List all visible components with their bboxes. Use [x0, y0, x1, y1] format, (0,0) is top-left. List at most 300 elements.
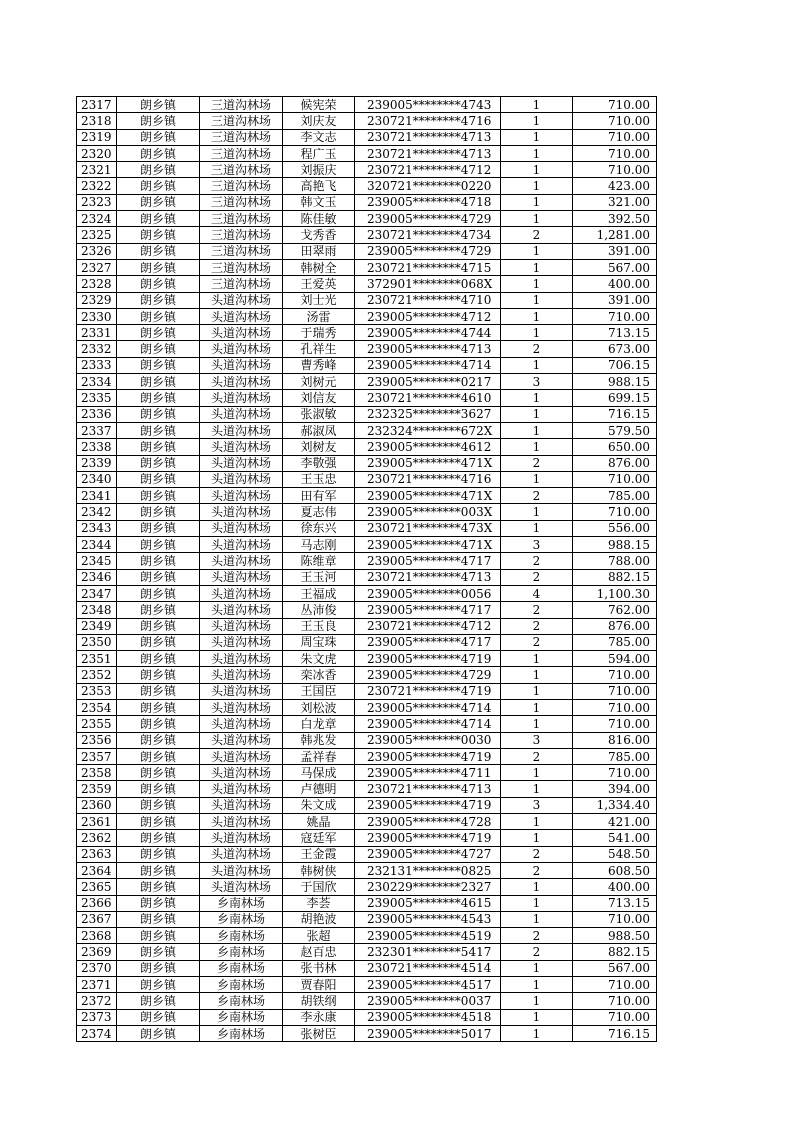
- table-row: [77, 374, 657, 390]
- town-cell: 朗乡镇: [117, 243, 200, 259]
- table-row: [77, 977, 657, 993]
- row-number: 2337: [77, 422, 117, 438]
- name-cell: 于瑞秀: [283, 325, 355, 341]
- table-row: [77, 341, 657, 357]
- town-cell: 朗乡镇: [117, 178, 200, 194]
- amount-cell: 1,334.40: [573, 797, 657, 813]
- row-number: 2362: [77, 830, 117, 846]
- id-number-cell: 239005********471X: [355, 537, 501, 553]
- id-number-cell: 239005********4729: [355, 211, 501, 227]
- amount-cell: 594.00: [573, 651, 657, 667]
- farm-cell: 三道沟林场: [200, 113, 283, 129]
- row-number: 2353: [77, 683, 117, 699]
- farm-cell: 乡南林场: [200, 1009, 283, 1025]
- town-cell: 朗乡镇: [117, 960, 200, 976]
- count-cell: 1: [501, 830, 573, 846]
- table-row: [77, 797, 657, 813]
- id-number-cell: 232131********0825: [355, 862, 501, 878]
- table-row: [77, 276, 657, 292]
- amount-cell: 713.15: [573, 325, 657, 341]
- count-cell: 2: [501, 227, 573, 243]
- farm-cell: 头道沟林场: [200, 814, 283, 830]
- count-cell: 1: [501, 911, 573, 927]
- farm-cell: 头道沟林场: [200, 879, 283, 895]
- name-cell: 朱文成: [283, 797, 355, 813]
- count-cell: 1: [501, 879, 573, 895]
- table-row: [77, 618, 657, 634]
- count-cell: 1: [501, 1009, 573, 1025]
- table-row: [77, 1009, 657, 1025]
- amount-cell: 556.00: [573, 520, 657, 536]
- town-cell: 朗乡镇: [117, 569, 200, 585]
- amount-cell: 548.50: [573, 846, 657, 862]
- amount-cell: 882.15: [573, 569, 657, 585]
- town-cell: 朗乡镇: [117, 732, 200, 748]
- farm-cell: 三道沟林场: [200, 145, 283, 161]
- farm-cell: 头道沟林场: [200, 308, 283, 324]
- table-row: [77, 651, 657, 667]
- amount-cell: 673.00: [573, 341, 657, 357]
- row-number: 2326: [77, 243, 117, 259]
- amount-cell: 421.00: [573, 814, 657, 830]
- town-cell: 朗乡镇: [117, 748, 200, 764]
- row-number: 2366: [77, 895, 117, 911]
- name-cell: 韩文玉: [283, 194, 355, 210]
- count-cell: 3: [501, 797, 573, 813]
- table-row: [77, 553, 657, 569]
- town-cell: 朗乡镇: [117, 765, 200, 781]
- town-cell: 朗乡镇: [117, 520, 200, 536]
- table-row: [77, 814, 657, 830]
- town-cell: 朗乡镇: [117, 585, 200, 601]
- table-row: [77, 113, 657, 129]
- id-number-cell: 230721********4514: [355, 960, 501, 976]
- town-cell: 朗乡镇: [117, 651, 200, 667]
- table-row: [77, 602, 657, 618]
- farm-cell: 头道沟林场: [200, 292, 283, 308]
- amount-cell: 1,281.00: [573, 227, 657, 243]
- table-row: [77, 716, 657, 732]
- amount-cell: 716.15: [573, 1025, 657, 1041]
- table-row: [77, 308, 657, 324]
- farm-cell: 头道沟林场: [200, 634, 283, 650]
- name-cell: 李荟: [283, 895, 355, 911]
- town-cell: 朗乡镇: [117, 602, 200, 618]
- row-number: 2355: [77, 716, 117, 732]
- farm-cell: 乡南林场: [200, 960, 283, 976]
- count-cell: 3: [501, 732, 573, 748]
- name-cell: 候宪荣: [283, 97, 355, 113]
- farm-cell: 头道沟林场: [200, 862, 283, 878]
- id-number-cell: 239005********471X: [355, 488, 501, 504]
- farm-cell: 头道沟林场: [200, 439, 283, 455]
- row-number: 2357: [77, 748, 117, 764]
- farm-cell: 头道沟林场: [200, 553, 283, 569]
- row-number: 2322: [77, 178, 117, 194]
- town-cell: 朗乡镇: [117, 227, 200, 243]
- name-cell: 刘振庆: [283, 162, 355, 178]
- amount-cell: 710.00: [573, 308, 657, 324]
- town-cell: 朗乡镇: [117, 488, 200, 504]
- count-cell: 1: [501, 716, 573, 732]
- name-cell: 韩兆发: [283, 732, 355, 748]
- name-cell: 张淑敏: [283, 406, 355, 422]
- town-cell: 朗乡镇: [117, 1025, 200, 1041]
- table-row: [77, 699, 657, 715]
- id-number-cell: 239005********5017: [355, 1025, 501, 1041]
- count-cell: 2: [501, 618, 573, 634]
- name-cell: 郝淑凤: [283, 422, 355, 438]
- count-cell: 1: [501, 781, 573, 797]
- amount-cell: 567.00: [573, 259, 657, 275]
- amount-cell: 988.15: [573, 537, 657, 553]
- row-number: 2358: [77, 765, 117, 781]
- row-number: 2360: [77, 797, 117, 813]
- name-cell: 王爱英: [283, 276, 355, 292]
- amount-cell: 710.00: [573, 145, 657, 161]
- row-number: 2338: [77, 439, 117, 455]
- id-number-cell: 239005********4717: [355, 634, 501, 650]
- name-cell: 高艳飞: [283, 178, 355, 194]
- id-number-cell: 239005********4744: [355, 325, 501, 341]
- row-number: 2351: [77, 651, 117, 667]
- farm-cell: 头道沟林场: [200, 520, 283, 536]
- table-row: [77, 748, 657, 764]
- town-cell: 朗乡镇: [117, 325, 200, 341]
- farm-cell: 乡南林场: [200, 944, 283, 960]
- town-cell: 朗乡镇: [117, 667, 200, 683]
- table-row: [77, 879, 657, 895]
- row-number: 2330: [77, 308, 117, 324]
- amount-cell: 541.00: [573, 830, 657, 846]
- id-number-cell: 239005********4712: [355, 308, 501, 324]
- count-cell: 1: [501, 308, 573, 324]
- amount-cell: 699.15: [573, 390, 657, 406]
- name-cell: 胡铁纲: [283, 993, 355, 1009]
- id-number-cell: 230721********4716: [355, 471, 501, 487]
- farm-cell: 头道沟林场: [200, 618, 283, 634]
- town-cell: 朗乡镇: [117, 129, 200, 145]
- amount-cell: 650.00: [573, 439, 657, 455]
- count-cell: 1: [501, 259, 573, 275]
- town-cell: 朗乡镇: [117, 439, 200, 455]
- row-number: 2361: [77, 814, 117, 830]
- id-number-cell: 239005********4519: [355, 928, 501, 944]
- table-row: [77, 259, 657, 275]
- count-cell: 2: [501, 553, 573, 569]
- row-number: 2343: [77, 520, 117, 536]
- row-number: 2372: [77, 993, 117, 1009]
- name-cell: 胡艳波: [283, 911, 355, 927]
- count-cell: 1: [501, 162, 573, 178]
- farm-cell: 头道沟林场: [200, 732, 283, 748]
- farm-cell: 头道沟林场: [200, 374, 283, 390]
- count-cell: 1: [501, 276, 573, 292]
- id-number-cell: 230721********4713: [355, 569, 501, 585]
- table-row: [77, 520, 657, 536]
- amount-cell: 706.15: [573, 357, 657, 373]
- table-row: [77, 422, 657, 438]
- name-cell: 赵百忠: [283, 944, 355, 960]
- town-cell: 朗乡镇: [117, 537, 200, 553]
- row-number: 2324: [77, 211, 117, 227]
- amount-cell: 988.50: [573, 928, 657, 944]
- town-cell: 朗乡镇: [117, 162, 200, 178]
- id-number-cell: 239005********4714: [355, 699, 501, 715]
- table-row: [77, 1025, 657, 1041]
- town-cell: 朗乡镇: [117, 781, 200, 797]
- amount-cell: 394.00: [573, 781, 657, 797]
- name-cell: 田翠雨: [283, 243, 355, 259]
- name-cell: 韩树侠: [283, 862, 355, 878]
- farm-cell: 头道沟林场: [200, 830, 283, 846]
- id-number-cell: 239005********0056: [355, 585, 501, 601]
- count-cell: 1: [501, 145, 573, 161]
- town-cell: 朗乡镇: [117, 292, 200, 308]
- id-number-cell: 239005********4727: [355, 846, 501, 862]
- farm-cell: 头道沟林场: [200, 455, 283, 471]
- amount-cell: 608.50: [573, 862, 657, 878]
- amount-cell: 710.00: [573, 504, 657, 520]
- id-number-cell: 239005********4719: [355, 797, 501, 813]
- name-cell: 于国欣: [283, 879, 355, 895]
- name-cell: 陈佳敏: [283, 211, 355, 227]
- name-cell: 马志刚: [283, 537, 355, 553]
- amount-cell: 400.00: [573, 879, 657, 895]
- farm-cell: 头道沟林场: [200, 699, 283, 715]
- name-cell: 王福成: [283, 585, 355, 601]
- count-cell: 2: [501, 862, 573, 878]
- farm-cell: 头道沟林场: [200, 504, 283, 520]
- name-cell: 刘庆友: [283, 113, 355, 129]
- town-cell: 朗乡镇: [117, 895, 200, 911]
- farm-cell: 头道沟林场: [200, 569, 283, 585]
- id-number-cell: 230229********2327: [355, 879, 501, 895]
- farm-cell: 头道沟林场: [200, 716, 283, 732]
- name-cell: 栾冰香: [283, 667, 355, 683]
- name-cell: 刘树元: [283, 374, 355, 390]
- amount-cell: 988.15: [573, 374, 657, 390]
- row-number: 2323: [77, 194, 117, 210]
- amount-cell: 710.00: [573, 162, 657, 178]
- row-number: 2369: [77, 944, 117, 960]
- amount-cell: 762.00: [573, 602, 657, 618]
- count-cell: 1: [501, 178, 573, 194]
- row-number: 2317: [77, 97, 117, 113]
- count-cell: 1: [501, 439, 573, 455]
- farm-cell: 头道沟林场: [200, 341, 283, 357]
- id-number-cell: 239005********4728: [355, 814, 501, 830]
- name-cell: 李文志: [283, 129, 355, 145]
- id-number-cell: 320721********0220: [355, 178, 501, 194]
- row-number: 2318: [77, 113, 117, 129]
- town-cell: 朗乡镇: [117, 145, 200, 161]
- town-cell: 朗乡镇: [117, 259, 200, 275]
- row-number: 2339: [77, 455, 117, 471]
- town-cell: 朗乡镇: [117, 699, 200, 715]
- count-cell: 2: [501, 455, 573, 471]
- table-row: [77, 227, 657, 243]
- name-cell: 王玉河: [283, 569, 355, 585]
- table-row: [77, 292, 657, 308]
- amount-cell: 567.00: [573, 960, 657, 976]
- row-number: 2340: [77, 471, 117, 487]
- amount-cell: 392.50: [573, 211, 657, 227]
- town-cell: 朗乡镇: [117, 993, 200, 1009]
- town-cell: 朗乡镇: [117, 830, 200, 846]
- roster-table: [76, 96, 657, 1042]
- town-cell: 朗乡镇: [117, 944, 200, 960]
- town-cell: 朗乡镇: [117, 406, 200, 422]
- name-cell: 寇廷军: [283, 830, 355, 846]
- count-cell: 1: [501, 814, 573, 830]
- count-cell: 1: [501, 243, 573, 259]
- farm-cell: 三道沟林场: [200, 211, 283, 227]
- town-cell: 朗乡镇: [117, 308, 200, 324]
- farm-cell: 头道沟林场: [200, 325, 283, 341]
- amount-cell: 710.00: [573, 97, 657, 113]
- amount-cell: 710.00: [573, 911, 657, 927]
- name-cell: 张书林: [283, 960, 355, 976]
- name-cell: 丛沛俊: [283, 602, 355, 618]
- id-number-cell: 372901********068X: [355, 276, 501, 292]
- id-number-cell: 230721********4712: [355, 618, 501, 634]
- row-number: 2350: [77, 634, 117, 650]
- row-number: 2367: [77, 911, 117, 927]
- farm-cell: 头道沟林场: [200, 488, 283, 504]
- count-cell: 1: [501, 471, 573, 487]
- row-number: 2354: [77, 699, 117, 715]
- count-cell: 3: [501, 374, 573, 390]
- farm-cell: 头道沟林场: [200, 357, 283, 373]
- row-number: 2320: [77, 145, 117, 161]
- table-row: [77, 178, 657, 194]
- farm-cell: 三道沟林场: [200, 162, 283, 178]
- table-row: [77, 895, 657, 911]
- id-number-cell: 239005********4743: [355, 97, 501, 113]
- farm-cell: 头道沟林场: [200, 537, 283, 553]
- town-cell: 朗乡镇: [117, 113, 200, 129]
- town-cell: 朗乡镇: [117, 276, 200, 292]
- amount-cell: 876.00: [573, 618, 657, 634]
- table-row: [77, 145, 657, 161]
- count-cell: 2: [501, 341, 573, 357]
- name-cell: 陈维章: [283, 553, 355, 569]
- farm-cell: 三道沟林场: [200, 194, 283, 210]
- town-cell: 朗乡镇: [117, 879, 200, 895]
- id-number-cell: 239005********4615: [355, 895, 501, 911]
- town-cell: 朗乡镇: [117, 846, 200, 862]
- farm-cell: 头道沟林场: [200, 585, 283, 601]
- row-number: 2332: [77, 341, 117, 357]
- amount-cell: 785.00: [573, 634, 657, 650]
- town-cell: 朗乡镇: [117, 634, 200, 650]
- row-number: 2335: [77, 390, 117, 406]
- amount-cell: 785.00: [573, 748, 657, 764]
- farm-cell: 三道沟林场: [200, 178, 283, 194]
- table-row: [77, 243, 657, 259]
- amount-cell: 710.00: [573, 667, 657, 683]
- table-row: [77, 211, 657, 227]
- amount-cell: 713.15: [573, 895, 657, 911]
- id-number-cell: 230721********4610: [355, 390, 501, 406]
- town-cell: 朗乡镇: [117, 211, 200, 227]
- town-cell: 朗乡镇: [117, 471, 200, 487]
- name-cell: 刘松波: [283, 699, 355, 715]
- farm-cell: 三道沟林场: [200, 97, 283, 113]
- id-number-cell: 239005********4729: [355, 667, 501, 683]
- name-cell: 刘信友: [283, 390, 355, 406]
- farm-cell: 头道沟林场: [200, 748, 283, 764]
- table-row: [77, 960, 657, 976]
- count-cell: 1: [501, 667, 573, 683]
- table-row: [77, 732, 657, 748]
- farm-cell: 乡南林场: [200, 1025, 283, 1041]
- amount-cell: 710.00: [573, 977, 657, 993]
- table-row: [77, 569, 657, 585]
- count-cell: 1: [501, 390, 573, 406]
- id-number-cell: 230721********4715: [355, 259, 501, 275]
- row-number: 2374: [77, 1025, 117, 1041]
- name-cell: 周宝珠: [283, 634, 355, 650]
- row-number: 2371: [77, 977, 117, 993]
- table-row: [77, 928, 657, 944]
- count-cell: 1: [501, 651, 573, 667]
- row-number: 2334: [77, 374, 117, 390]
- count-cell: 4: [501, 585, 573, 601]
- amount-cell: 400.00: [573, 276, 657, 292]
- town-cell: 朗乡镇: [117, 862, 200, 878]
- row-number: 2336: [77, 406, 117, 422]
- amount-cell: 391.00: [573, 243, 657, 259]
- amount-cell: 1,100.30: [573, 585, 657, 601]
- name-cell: 刘士光: [283, 292, 355, 308]
- name-cell: 马保成: [283, 765, 355, 781]
- amount-cell: 882.15: [573, 944, 657, 960]
- count-cell: 3: [501, 537, 573, 553]
- table-row: [77, 129, 657, 145]
- row-number: 2342: [77, 504, 117, 520]
- town-cell: 朗乡镇: [117, 97, 200, 113]
- amount-cell: 391.00: [573, 292, 657, 308]
- name-cell: 汤雷: [283, 308, 355, 324]
- name-cell: 李永康: [283, 1009, 355, 1025]
- id-number-cell: 232301********5417: [355, 944, 501, 960]
- town-cell: 朗乡镇: [117, 504, 200, 520]
- row-number: 2363: [77, 846, 117, 862]
- amount-cell: 710.00: [573, 765, 657, 781]
- name-cell: 朱文虎: [283, 651, 355, 667]
- count-cell: 2: [501, 569, 573, 585]
- id-number-cell: 239005********4543: [355, 911, 501, 927]
- town-cell: 朗乡镇: [117, 716, 200, 732]
- amount-cell: 710.00: [573, 699, 657, 715]
- row-number: 2370: [77, 960, 117, 976]
- row-number: 2373: [77, 1009, 117, 1025]
- id-number-cell: 239005********4719: [355, 748, 501, 764]
- table-row: [77, 504, 657, 520]
- farm-cell: 乡南林场: [200, 911, 283, 927]
- table-row: [77, 781, 657, 797]
- town-cell: 朗乡镇: [117, 357, 200, 373]
- farm-cell: 头道沟林场: [200, 846, 283, 862]
- name-cell: 卢德明: [283, 781, 355, 797]
- row-number: 2346: [77, 569, 117, 585]
- town-cell: 朗乡镇: [117, 814, 200, 830]
- town-cell: 朗乡镇: [117, 194, 200, 210]
- town-cell: 朗乡镇: [117, 911, 200, 927]
- row-number: 2349: [77, 618, 117, 634]
